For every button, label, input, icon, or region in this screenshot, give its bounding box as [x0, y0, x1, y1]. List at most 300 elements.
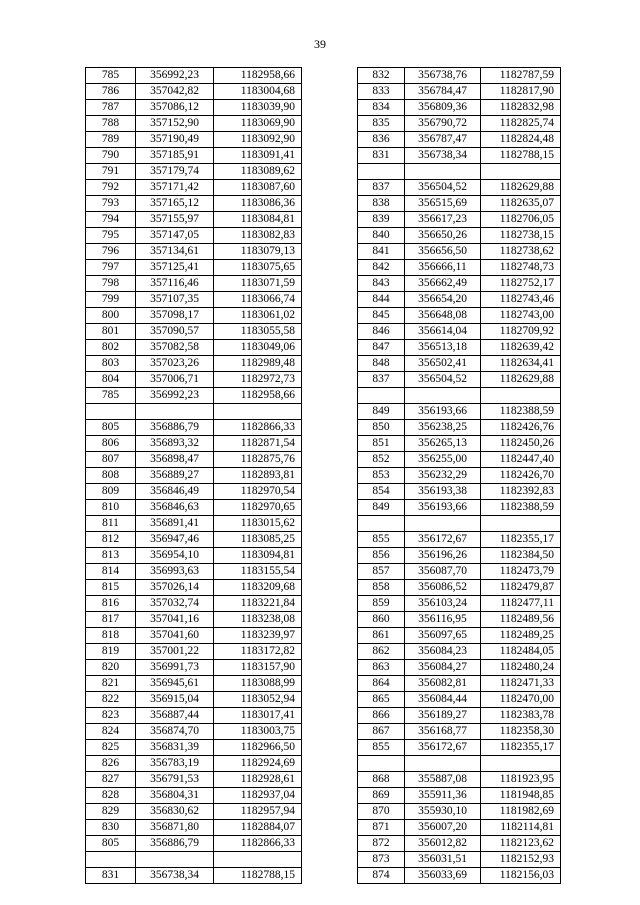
- x-coordinate-cell: 356991,73: [136, 660, 214, 676]
- point-number-cell: 813: [86, 548, 136, 564]
- table-row: [86, 84, 302, 100]
- point-number-cell: 827: [86, 772, 136, 788]
- page-number: 39: [314, 37, 326, 51]
- point-number-cell: 796: [86, 244, 136, 260]
- point-number-cell: 815: [86, 580, 136, 596]
- x-coordinate-cell: 356954,10: [136, 548, 214, 564]
- y-coordinate-cell: 1183091,41: [214, 148, 302, 164]
- x-coordinate-cell: 356650,26: [405, 228, 481, 244]
- point-number-cell: 871: [358, 820, 405, 836]
- point-number-cell: 810: [86, 500, 136, 516]
- x-coordinate-cell: 356804,31: [136, 788, 214, 804]
- point-number-cell: 812: [86, 532, 136, 548]
- x-coordinate-cell: 356193,66: [405, 404, 481, 420]
- x-coordinate-cell: 357190,49: [136, 132, 214, 148]
- table-row: [358, 692, 561, 708]
- table-row: [86, 68, 302, 84]
- x-coordinate-cell: 357179,74: [136, 164, 214, 180]
- point-number-cell: [86, 404, 136, 420]
- x-coordinate-cell: 357023,26: [136, 356, 214, 372]
- table-row: [358, 772, 561, 788]
- table-row: [86, 436, 302, 452]
- x-coordinate-cell: 355887,08: [405, 772, 481, 788]
- point-number-cell: 835: [358, 116, 405, 132]
- y-coordinate-cell: 1182893,81: [214, 468, 302, 484]
- table-row: [358, 580, 561, 596]
- x-coordinate-cell: 356086,52: [405, 580, 481, 596]
- x-coordinate-cell: 356915,04: [136, 692, 214, 708]
- x-coordinate-cell: 356790,72: [405, 116, 481, 132]
- x-coordinate-cell: 357006,71: [136, 372, 214, 388]
- table-row: [358, 676, 561, 692]
- y-coordinate-cell: 1182787,59: [481, 68, 561, 84]
- point-number-cell: 790: [86, 148, 136, 164]
- table-row: [358, 612, 561, 628]
- table-row: [86, 548, 302, 564]
- table-row: [86, 308, 302, 324]
- y-coordinate-cell: 1183088,99: [214, 676, 302, 692]
- x-coordinate-cell: 356084,23: [405, 644, 481, 660]
- table-row: [358, 228, 561, 244]
- x-coordinate-cell: 357134,61: [136, 244, 214, 260]
- point-number-cell: 848: [358, 356, 405, 372]
- table-row: [86, 132, 302, 148]
- x-coordinate-cell: 357098,17: [136, 308, 214, 324]
- table-row: [86, 532, 302, 548]
- table-row: [86, 340, 302, 356]
- y-coordinate-cell: 1182752,17: [481, 276, 561, 292]
- point-number-cell: 857: [358, 564, 405, 580]
- y-coordinate-cell: 1183017,41: [214, 708, 302, 724]
- point-number-cell: 838: [358, 196, 405, 212]
- y-coordinate-cell: 1183004,68: [214, 84, 302, 100]
- table-row: [358, 292, 561, 308]
- y-coordinate-cell: 1182383,78: [481, 708, 561, 724]
- y-coordinate-cell: 1183079,13: [214, 244, 302, 260]
- x-coordinate-cell: 357165,12: [136, 196, 214, 212]
- y-coordinate-cell: 1183221,84: [214, 596, 302, 612]
- table-row: [358, 532, 561, 548]
- y-coordinate-cell: 1182871,54: [214, 436, 302, 452]
- point-number-cell: 845: [358, 308, 405, 324]
- point-number-cell: [358, 756, 405, 772]
- point-number-cell: 794: [86, 212, 136, 228]
- table-row: [358, 68, 561, 84]
- y-coordinate-cell: 1182970,65: [214, 500, 302, 516]
- x-coordinate-cell: 356007,20: [405, 820, 481, 836]
- table-row: [358, 724, 561, 740]
- y-coordinate-cell: 1182355,17: [481, 740, 561, 756]
- y-coordinate-cell: 1182706,05: [481, 212, 561, 228]
- point-number-cell: 821: [86, 676, 136, 692]
- table-row: [86, 260, 302, 276]
- x-coordinate-cell: 356648,08: [405, 308, 481, 324]
- table-row: [358, 452, 561, 468]
- y-coordinate-cell: 1182709,92: [481, 324, 561, 340]
- table-row: [86, 788, 302, 804]
- y-coordinate-cell: 1182473,79: [481, 564, 561, 580]
- x-coordinate-cell: 356738,76: [405, 68, 481, 84]
- y-coordinate-cell: 1182875,76: [214, 452, 302, 468]
- point-number-cell: 832: [358, 68, 405, 84]
- point-number-cell: 825: [86, 740, 136, 756]
- x-coordinate-cell: 357125,41: [136, 260, 214, 276]
- table-row: [86, 660, 302, 676]
- point-number-cell: 841: [358, 244, 405, 260]
- y-coordinate-cell: 1182924,69: [214, 756, 302, 772]
- point-number-cell: 801: [86, 324, 136, 340]
- point-number-cell: 864: [358, 676, 405, 692]
- y-coordinate-cell: 1183155,54: [214, 564, 302, 580]
- point-number-cell: 795: [86, 228, 136, 244]
- y-coordinate-cell: 1182426,70: [481, 468, 561, 484]
- point-number-cell: 804: [86, 372, 136, 388]
- point-number-cell: 806: [86, 436, 136, 452]
- x-coordinate-cell: 356172,67: [405, 740, 481, 756]
- x-coordinate-cell: 356513,18: [405, 340, 481, 356]
- x-coordinate-cell: 357147,05: [136, 228, 214, 244]
- table-row: [358, 132, 561, 148]
- y-coordinate-cell: 1182788,15: [481, 148, 561, 164]
- y-coordinate-cell: 1182958,66: [214, 68, 302, 84]
- point-number-cell: 803: [86, 356, 136, 372]
- y-coordinate-cell: 1183003,75: [214, 724, 302, 740]
- x-coordinate-cell: 356255,00: [405, 452, 481, 468]
- table-row: [86, 580, 302, 596]
- x-coordinate-cell: 357041,60: [136, 628, 214, 644]
- x-coordinate-cell: 356504,52: [405, 180, 481, 196]
- point-number-cell: 869: [358, 788, 405, 804]
- x-coordinate-cell: 356662,49: [405, 276, 481, 292]
- y-coordinate-cell: 1182970,54: [214, 484, 302, 500]
- point-number-cell: 855: [358, 532, 405, 548]
- y-coordinate-cell: 1182928,61: [214, 772, 302, 788]
- y-coordinate-cell: 1183157,90: [214, 660, 302, 676]
- point-number-cell: 837: [358, 180, 405, 196]
- table-row: [86, 244, 302, 260]
- x-coordinate-cell: 356947,46: [136, 532, 214, 548]
- table-row: [86, 500, 302, 516]
- table-row: [358, 356, 561, 372]
- y-coordinate-cell: 1182639,42: [481, 340, 561, 356]
- x-coordinate-cell: 356992,23: [136, 68, 214, 84]
- y-coordinate-cell: 1182479,87: [481, 580, 561, 596]
- x-coordinate-cell: 356082,81: [405, 676, 481, 692]
- point-number-cell: [358, 516, 405, 532]
- point-number-cell: 849: [358, 500, 405, 516]
- table-row: [358, 196, 561, 212]
- y-coordinate-cell: 1183071,59: [214, 276, 302, 292]
- x-coordinate-cell: [405, 756, 481, 772]
- y-coordinate-cell: 1183015,62: [214, 516, 302, 532]
- point-number-cell: 866: [358, 708, 405, 724]
- point-number-cell: [358, 164, 405, 180]
- x-coordinate-cell: [405, 388, 481, 404]
- point-number-cell: 840: [358, 228, 405, 244]
- y-coordinate-cell: 1182152,93: [481, 852, 561, 868]
- table-row: [358, 388, 561, 404]
- y-coordinate-cell: 1183172,82: [214, 644, 302, 660]
- point-number-cell: 862: [358, 644, 405, 660]
- point-number-cell: 868: [358, 772, 405, 788]
- point-number-cell: 805: [86, 836, 136, 852]
- point-number-cell: 850: [358, 420, 405, 436]
- y-coordinate-cell: 1182824,48: [481, 132, 561, 148]
- table-row: [358, 340, 561, 356]
- x-coordinate-cell: [405, 516, 481, 532]
- x-coordinate-cell: 356945,61: [136, 676, 214, 692]
- point-number-cell: 854: [358, 484, 405, 500]
- x-coordinate-cell: 356087,70: [405, 564, 481, 580]
- point-number-cell: 870: [358, 804, 405, 820]
- y-coordinate-cell: 1182480,24: [481, 660, 561, 676]
- x-coordinate-cell: 356504,52: [405, 372, 481, 388]
- point-number-cell: [86, 852, 136, 868]
- point-number-cell: 787: [86, 100, 136, 116]
- table-row: [358, 596, 561, 612]
- table-row: [358, 660, 561, 676]
- y-coordinate-cell: [481, 388, 561, 404]
- point-number-cell: 805: [86, 420, 136, 436]
- x-coordinate-cell: 356617,23: [405, 212, 481, 228]
- table-row: [86, 612, 302, 628]
- point-number-cell: 811: [86, 516, 136, 532]
- table-row: [86, 820, 302, 836]
- y-coordinate-cell: 1183086,36: [214, 196, 302, 212]
- y-coordinate-cell: 1183094,81: [214, 548, 302, 564]
- point-number-cell: 808: [86, 468, 136, 484]
- table-row: [358, 564, 561, 580]
- table-row: [86, 276, 302, 292]
- point-number-cell: 863: [358, 660, 405, 676]
- x-coordinate-cell: 356033,69: [405, 868, 481, 884]
- y-coordinate-cell: 1182817,90: [481, 84, 561, 100]
- y-coordinate-cell: 1182884,07: [214, 820, 302, 836]
- x-coordinate-cell: 356791,53: [136, 772, 214, 788]
- x-coordinate-cell: 356265,13: [405, 436, 481, 452]
- table-row: [358, 100, 561, 116]
- y-coordinate-cell: 1182629,88: [481, 180, 561, 196]
- table-row: [358, 836, 561, 852]
- x-coordinate-cell: 356992,23: [136, 388, 214, 404]
- y-coordinate-cell: 1182825,74: [481, 116, 561, 132]
- point-number-cell: 818: [86, 628, 136, 644]
- table-row: [358, 148, 561, 164]
- table-row: [86, 564, 302, 580]
- point-number-cell: 785: [86, 68, 136, 84]
- x-coordinate-cell: [405, 164, 481, 180]
- table-row: [358, 516, 561, 532]
- y-coordinate-cell: 1183061,02: [214, 308, 302, 324]
- table-row: [86, 644, 302, 660]
- point-number-cell: 849: [358, 404, 405, 420]
- point-number-cell: 819: [86, 644, 136, 660]
- x-coordinate-cell: 356783,19: [136, 756, 214, 772]
- point-number-cell: 828: [86, 788, 136, 804]
- point-number-cell: 873: [358, 852, 405, 868]
- y-coordinate-cell: 1183089,62: [214, 164, 302, 180]
- table-row: [86, 804, 302, 820]
- x-coordinate-cell: 356656,50: [405, 244, 481, 260]
- x-coordinate-cell: 357090,57: [136, 324, 214, 340]
- point-number-cell: 789: [86, 132, 136, 148]
- point-number-cell: 831: [358, 148, 405, 164]
- point-number-cell: 809: [86, 484, 136, 500]
- x-coordinate-cell: 357026,14: [136, 580, 214, 596]
- table-row: [358, 484, 561, 500]
- table-row: [86, 692, 302, 708]
- table-row: [86, 100, 302, 116]
- y-coordinate-cell: 1183055,58: [214, 324, 302, 340]
- table-row: [358, 852, 561, 868]
- table-row: [358, 548, 561, 564]
- table-row: [86, 388, 302, 404]
- point-number-cell: 820: [86, 660, 136, 676]
- x-coordinate-cell: 357107,35: [136, 292, 214, 308]
- y-coordinate-cell: 1182358,30: [481, 724, 561, 740]
- table-row: [358, 84, 561, 100]
- table-row: [86, 180, 302, 196]
- table-row: [86, 468, 302, 484]
- x-coordinate-cell: 356846,49: [136, 484, 214, 500]
- x-coordinate-cell: 356846,63: [136, 500, 214, 516]
- y-coordinate-cell: 1182426,76: [481, 420, 561, 436]
- point-number-cell: 829: [86, 804, 136, 820]
- table-row: [86, 852, 302, 868]
- x-coordinate-cell: 356830,62: [136, 804, 214, 820]
- y-coordinate-cell: 1182477,11: [481, 596, 561, 612]
- x-coordinate-cell: 357032,74: [136, 596, 214, 612]
- y-coordinate-cell: 1183092,90: [214, 132, 302, 148]
- table-row: [358, 500, 561, 516]
- y-coordinate-cell: 1183039,90: [214, 100, 302, 116]
- x-coordinate-cell: 356012,82: [405, 836, 481, 852]
- y-coordinate-cell: 1182471,33: [481, 676, 561, 692]
- x-coordinate-cell: 356168,77: [405, 724, 481, 740]
- x-coordinate-cell: 356889,27: [136, 468, 214, 484]
- table-row: [358, 260, 561, 276]
- x-coordinate-cell: [136, 852, 214, 868]
- x-coordinate-cell: 357001,22: [136, 644, 214, 660]
- table-row: [358, 180, 561, 196]
- y-coordinate-cell: 1183069,90: [214, 116, 302, 132]
- y-coordinate-cell: 1183239,97: [214, 628, 302, 644]
- point-number-cell: 843: [358, 276, 405, 292]
- y-coordinate-cell: [481, 756, 561, 772]
- y-coordinate-cell: 1182958,66: [214, 388, 302, 404]
- point-number-cell: 797: [86, 260, 136, 276]
- point-number-cell: 839: [358, 212, 405, 228]
- table-row: [358, 372, 561, 388]
- table-row: [358, 788, 561, 804]
- x-coordinate-cell: 356189,27: [405, 708, 481, 724]
- table-row: [358, 740, 561, 756]
- y-coordinate-cell: 1183052,94: [214, 692, 302, 708]
- y-coordinate-cell: 1182123,62: [481, 836, 561, 852]
- y-coordinate-cell: 1182748,73: [481, 260, 561, 276]
- x-coordinate-cell: 356515,69: [405, 196, 481, 212]
- x-coordinate-cell: 357155,97: [136, 212, 214, 228]
- point-number-cell: 847: [358, 340, 405, 356]
- point-number-cell: 822: [86, 692, 136, 708]
- y-coordinate-cell: 1181982,69: [481, 804, 561, 820]
- point-number-cell: 856: [358, 548, 405, 564]
- y-coordinate-cell: 1183087,60: [214, 180, 302, 196]
- point-number-cell: 844: [358, 292, 405, 308]
- table-row: [86, 164, 302, 180]
- table-row: [86, 516, 302, 532]
- point-number-cell: 842: [358, 260, 405, 276]
- point-number-cell: 846: [358, 324, 405, 340]
- point-number-cell: 824: [86, 724, 136, 740]
- point-number-cell: 834: [358, 100, 405, 116]
- table-row: [358, 628, 561, 644]
- x-coordinate-cell: 356193,66: [405, 500, 481, 516]
- table-row: [86, 772, 302, 788]
- y-coordinate-cell: 1182957,94: [214, 804, 302, 820]
- table-row: [86, 836, 302, 852]
- x-coordinate-cell: 357185,91: [136, 148, 214, 164]
- table-row: [358, 436, 561, 452]
- point-number-cell: 860: [358, 612, 405, 628]
- y-coordinate-cell: 1182634,41: [481, 356, 561, 372]
- x-coordinate-cell: 356196,26: [405, 548, 481, 564]
- point-number-cell: 791: [86, 164, 136, 180]
- x-coordinate-cell: 356084,44: [405, 692, 481, 708]
- table-row: [86, 756, 302, 772]
- x-coordinate-cell: 356898,47: [136, 452, 214, 468]
- x-coordinate-cell: 356893,32: [136, 436, 214, 452]
- y-coordinate-cell: 1182972,73: [214, 372, 302, 388]
- point-number-cell: 833: [358, 84, 405, 100]
- y-coordinate-cell: [214, 404, 302, 420]
- y-coordinate-cell: 1182866,33: [214, 420, 302, 436]
- y-coordinate-cell: 1182450,26: [481, 436, 561, 452]
- x-coordinate-cell: 356097,65: [405, 628, 481, 644]
- y-coordinate-cell: 1182832,98: [481, 100, 561, 116]
- y-coordinate-cell: 1182484,05: [481, 644, 561, 660]
- y-coordinate-cell: 1182743,46: [481, 292, 561, 308]
- x-coordinate-cell: 356891,41: [136, 516, 214, 532]
- x-coordinate-cell: [136, 404, 214, 420]
- point-number-cell: 859: [358, 596, 405, 612]
- y-coordinate-cell: [481, 164, 561, 180]
- x-coordinate-cell: 356116,95: [405, 612, 481, 628]
- point-number-cell: 836: [358, 132, 405, 148]
- y-coordinate-cell: 1182966,50: [214, 740, 302, 756]
- point-number-cell: 867: [358, 724, 405, 740]
- table-row: [86, 452, 302, 468]
- x-coordinate-cell: 356831,39: [136, 740, 214, 756]
- x-coordinate-cell: 356232,29: [405, 468, 481, 484]
- y-coordinate-cell: 1182629,88: [481, 372, 561, 388]
- point-number-cell: 874: [358, 868, 405, 884]
- table-row: [358, 644, 561, 660]
- table-row: [86, 356, 302, 372]
- y-coordinate-cell: 1182489,56: [481, 612, 561, 628]
- y-coordinate-cell: 1182738,15: [481, 228, 561, 244]
- y-coordinate-cell: 1183066,74: [214, 292, 302, 308]
- point-number-cell: 802: [86, 340, 136, 356]
- point-number-cell: 855: [358, 740, 405, 756]
- point-number-cell: 852: [358, 452, 405, 468]
- table-row: [358, 468, 561, 484]
- x-coordinate-cell: 356738,34: [136, 868, 214, 884]
- y-coordinate-cell: 1182788,15: [214, 868, 302, 884]
- x-coordinate-cell: 356886,79: [136, 836, 214, 852]
- table-row: [86, 740, 302, 756]
- y-coordinate-cell: 1182989,48: [214, 356, 302, 372]
